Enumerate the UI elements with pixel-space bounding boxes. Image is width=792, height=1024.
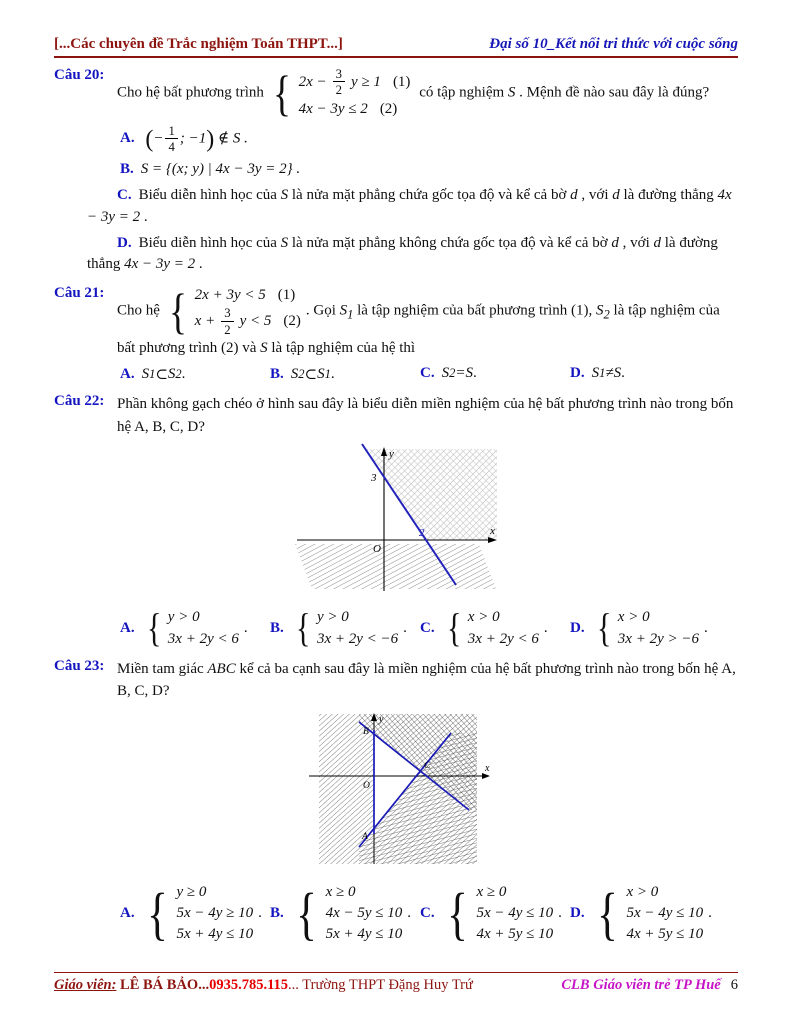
q20-system-row-2: [299, 99, 411, 119]
math-var: S: [441, 365, 450, 382]
math-var: ABC: [207, 660, 236, 677]
q20-label: Câu 20:: [54, 67, 105, 83]
option-label: A.: [120, 366, 135, 383]
math-relation: ≠: [605, 365, 614, 382]
math-text: ; −1: [179, 130, 207, 147]
option-text: là nửa mặt phẳng chứa gốc tọa độ và kể cả bờ: [288, 187, 571, 204]
math-text: x > 0: [626, 883, 659, 900]
q23-label: Câu 23:: [54, 657, 105, 674]
q21-option-c: [420, 365, 570, 382]
math-text: S = {(x; y) | 4x − 3y = 2} .: [140, 161, 301, 178]
math-subscript: 2: [175, 367, 182, 382]
q22-option-b: [270, 607, 420, 649]
math-text: 4x − 3y = 2: [124, 256, 196, 273]
option-text: Biểu diễn hình học của: [138, 187, 281, 204]
option-label: D.: [570, 619, 585, 636]
fraction-denominator: 4: [168, 140, 175, 155]
math-text: x > 0: [467, 609, 500, 626]
q20-option-b: [120, 159, 738, 181]
option-label: D.: [117, 234, 132, 251]
q20-intro: Cho hệ bất phương trình: [117, 84, 264, 101]
math-subscript: 1: [324, 367, 331, 382]
math-text: 4x − 5y ≤ 10: [325, 905, 403, 922]
math-text: y > 0: [316, 609, 349, 626]
math-text: 5x + 4y ≤ 10: [176, 926, 254, 943]
q21-text: là tập nghiệm của bất phương trình (2) và: [117, 302, 720, 356]
option-dot: .: [181, 366, 186, 383]
math-text: ∉ S .: [214, 130, 248, 147]
math-var: d: [570, 187, 578, 204]
option-dot: .: [243, 619, 248, 636]
q21-option-a: [120, 365, 270, 384]
fraction-numerator: 3: [221, 306, 233, 321]
q20-tail-text: có tập nghiệm: [419, 84, 508, 101]
math-text: 5x − 4y ≤ 10: [476, 905, 554, 922]
math-text: x ≥ 0: [476, 883, 507, 900]
header-right-title: Đại số 10_Kết nối tri thức với cuộc sống: [489, 36, 738, 52]
option-dot: .: [708, 904, 712, 921]
left-brace-icon: {: [146, 605, 161, 651]
option-dot: .: [330, 366, 335, 383]
math-text: 5x + 4y ≤ 10: [325, 926, 403, 943]
q21-system-row-1: [195, 285, 301, 305]
q20-system: [272, 64, 411, 121]
math-text: 4x − 3y ≤ 2: [298, 100, 368, 117]
q23-options: [120, 882, 738, 945]
question-21: [54, 282, 738, 384]
left-brace-icon: {: [446, 880, 468, 946]
q21-text: là tập nghiệm của bất phương trình (1),: [353, 302, 597, 319]
math-var: S: [141, 366, 150, 383]
math-relation: ⊂: [304, 367, 318, 384]
header-left-title: [...Các chuyên đề Trắc nghiệm Toán THPT...]: [54, 36, 343, 52]
math-text: y > 0: [167, 609, 200, 626]
math-var: d: [653, 234, 662, 251]
left-brace-icon: {: [146, 880, 168, 946]
option-text: là đường thẳng: [87, 234, 718, 273]
option-text: là đường thẳng: [619, 187, 718, 204]
math-relation: ⊂: [155, 367, 168, 384]
fraction: [165, 124, 177, 155]
option-text: , với: [577, 187, 613, 204]
option-dot: .: [621, 365, 625, 382]
fraction: [333, 67, 345, 98]
left-paren-icon: (: [145, 126, 154, 153]
y-axis-label: y: [388, 448, 394, 461]
right-paren-icon: ): [206, 126, 215, 153]
q21-body: [117, 282, 738, 359]
option-label: C.: [420, 904, 435, 921]
option-dot: .: [703, 619, 708, 636]
vertex-a-label: A: [361, 831, 368, 842]
q20-tail-text-2: . Mệnh đề nào sau đây là đúng?: [515, 84, 710, 101]
option-text: .: [195, 256, 203, 273]
option-dot: .: [403, 619, 407, 636]
option-label: A.: [120, 619, 135, 636]
option-label: B.: [270, 366, 284, 383]
fraction-denominator: 2: [224, 322, 231, 337]
q21-option-b: [270, 365, 420, 384]
math-text: 4x − 3y = 2: [87, 187, 732, 225]
left-brace-icon: {: [295, 880, 317, 946]
left-brace-icon: {: [168, 282, 187, 339]
question-22: [54, 393, 738, 649]
hatched-region-upper: [365, 449, 497, 540]
math-text: 4x + 5y ≤ 10: [476, 926, 554, 943]
math-text: x ≥ 0: [325, 883, 356, 900]
fraction-numerator: 1: [165, 124, 177, 139]
option-text: là nửa mặt phẳng không chứa gốc tọa độ và kể cả bờ: [288, 234, 612, 251]
math-subscript: 2: [603, 307, 610, 322]
option-label: B.: [120, 161, 134, 178]
math-text: y ≥ 1: [351, 74, 381, 91]
q21-option-d: [570, 365, 625, 382]
q22-option-a: [120, 607, 270, 649]
math-relation: =: [455, 365, 466, 382]
school-name: ... Trường THPT Đặng Huy Trứ: [288, 977, 473, 993]
option-label: B.: [270, 619, 284, 636]
option-dot: .: [407, 904, 412, 921]
q23-text-2: kể cả ba cạnh sau đây là miền nghiệm của hệ bất phương trình nào trong bốn hệ A, B, C, D?: [117, 660, 736, 700]
math-text: 3x + 2y > −6: [617, 630, 699, 647]
q21-options: [120, 365, 738, 384]
math-var: S: [167, 366, 176, 383]
q23-option-d: [570, 882, 712, 945]
math-var: S: [591, 365, 600, 382]
option-label: B.: [270, 904, 284, 921]
q20-option-c: [87, 185, 738, 229]
math-var: S: [280, 234, 289, 251]
math-text: 3x + 2y < 6: [167, 630, 239, 647]
q22-option-c: [420, 607, 570, 649]
math-var: S: [280, 187, 289, 204]
math-text: 3x + 2y < −6: [316, 630, 399, 647]
header-divider: [54, 56, 738, 58]
y-intercept-label: 3: [370, 472, 376, 485]
math-var: S: [507, 84, 516, 101]
option-text: , với: [618, 234, 654, 251]
q23-figure: [54, 708, 738, 875]
math-var: S: [339, 302, 348, 319]
left-brace-icon: {: [272, 64, 291, 121]
option-dot: .: [543, 619, 548, 636]
x-intercept-label: 2: [418, 527, 424, 540]
equation-tag: (1): [392, 74, 411, 91]
q20-body: [117, 64, 738, 121]
q21-intro: Cho hệ: [117, 302, 160, 319]
math-text: 2x + 3y < 5: [194, 287, 266, 304]
option-text: .: [140, 208, 148, 225]
page-number: 6: [730, 977, 738, 993]
q22-text: Phần không gạch chéo ở hình sau đây là biểu diễn miền nghiệm của hệ bất phương trình nào trong bốn hệ A, B, C, D?: [117, 396, 734, 435]
club-name: CLB Giáo viên trẻ TP Huế: [561, 977, 721, 993]
q22-options: [120, 607, 738, 649]
x-axis-label: x: [484, 762, 489, 774]
math-subscript: 1: [599, 366, 606, 381]
left-brace-icon: {: [446, 605, 461, 651]
q23-text: Miền tam giác: [117, 660, 208, 677]
equation-tag: (2): [379, 100, 398, 117]
vertex-c-label: C: [423, 760, 430, 771]
math-text: y < 5: [239, 313, 272, 330]
math-text: x +: [194, 313, 216, 330]
q23-option-a: [120, 882, 270, 945]
option-label: D.: [570, 365, 585, 382]
math-text: 4x + 5y ≤ 10: [626, 926, 704, 943]
vertex-b-label: B: [362, 726, 369, 737]
left-brace-icon: {: [295, 605, 311, 651]
fraction-numerator: 3: [333, 67, 345, 82]
math-var: d: [612, 187, 620, 204]
equation-tag: (2): [283, 313, 301, 330]
math-var: S: [290, 366, 299, 383]
left-brace-icon: {: [596, 880, 618, 946]
left-brace-icon: {: [596, 605, 611, 651]
option-text: Biểu diễn hình học của: [138, 234, 281, 251]
q22-option-d: [570, 607, 708, 649]
math-var: S: [317, 366, 325, 383]
math-text: 5x − 4y ≤ 10: [626, 905, 704, 922]
math-text: 2x −: [298, 74, 327, 91]
q22-figure: [54, 443, 738, 600]
q20-option-d: [87, 233, 738, 277]
option-label: C.: [117, 187, 132, 204]
math-var: S: [596, 302, 604, 319]
q22-graph-svg: [289, 443, 504, 595]
origin-label: O: [372, 543, 381, 556]
math-text: −: [153, 130, 164, 147]
phone-number: 0935.785.115: [209, 977, 289, 993]
math-text: 5x − 4y ≥ 10: [176, 905, 254, 922]
math-var: S: [260, 339, 268, 356]
option-label: D.: [570, 904, 585, 921]
x-axis-label: x: [489, 525, 495, 538]
q21-system-row-2: [195, 306, 301, 337]
math-var: S: [613, 365, 622, 382]
math-text: x > 0: [617, 609, 650, 626]
math-subscript: 1: [149, 367, 156, 382]
option-label: C.: [420, 619, 435, 636]
footer-divider: [54, 972, 738, 973]
question-23: [54, 658, 738, 945]
math-text: 3x + 2y < 6: [467, 630, 539, 647]
option-dot: .: [472, 365, 477, 382]
q20-system-row-1: [299, 67, 411, 98]
teacher-name: LÊ BÁ BẢO...: [116, 977, 210, 993]
q20-option-a: [120, 124, 738, 155]
q23-option-b: [270, 882, 420, 945]
math-subscript: 2: [449, 366, 456, 381]
question-20: [54, 64, 738, 276]
hatched-region-lower: [295, 544, 496, 589]
math-subscript: 1: [347, 307, 354, 322]
q21-label: Câu 21:: [54, 285, 105, 302]
math-subscript: 2: [298, 367, 305, 382]
fraction: [221, 306, 233, 337]
option-label: A.: [120, 130, 135, 147]
option-dot: .: [558, 904, 562, 921]
math-text: y ≥ 0: [176, 883, 207, 900]
option-label: C.: [420, 365, 435, 382]
page-header: [54, 36, 738, 53]
footer-left: [54, 977, 473, 994]
q22-label: Câu 22:: [54, 393, 105, 410]
fraction-denominator: 2: [335, 83, 343, 98]
math-var: d: [611, 234, 619, 251]
y-axis-label: y: [378, 713, 383, 725]
q23-option-c: [420, 882, 570, 945]
q21-text: . Gọi: [305, 302, 340, 319]
math-var: S: [465, 365, 473, 382]
footer-right: [561, 977, 738, 994]
q21-system: [168, 282, 301, 339]
option-label: A.: [120, 904, 135, 921]
equation-tag: (1): [277, 287, 296, 304]
teacher-label: Giáo viên:: [54, 977, 117, 993]
origin-label: O: [362, 780, 370, 791]
q23-graph-svg: [299, 708, 494, 870]
q21-text: là tập nghiệm của hệ thì: [267, 339, 416, 356]
option-dot: .: [258, 904, 262, 921]
page-footer: [54, 972, 738, 994]
